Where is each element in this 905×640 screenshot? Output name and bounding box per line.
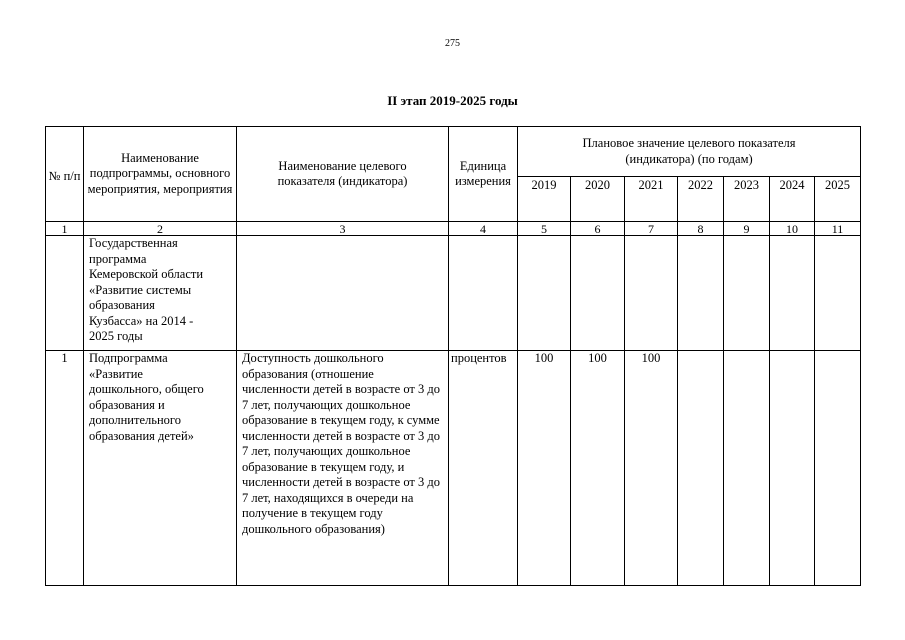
row-num: 1 xyxy=(46,351,84,586)
header-year-2022: 2022 xyxy=(678,177,724,222)
header-num: № п/п xyxy=(46,127,84,222)
table-row-state-program xyxy=(46,236,861,351)
column-number: 11 xyxy=(815,222,861,236)
header-year-2024: 2024 xyxy=(770,177,815,222)
column-number: 2 xyxy=(84,222,237,236)
section-title: II этап 2019-2025 годы xyxy=(387,93,518,108)
row-indicator xyxy=(237,236,449,351)
column-number: 6 xyxy=(571,222,625,236)
row-subprogram: Государственная программа Кемеровской области «Развитие системы образования Кузбасса» на 2014 - 2025 годы xyxy=(84,236,237,351)
column-number: 7 xyxy=(625,222,678,236)
row-num xyxy=(46,236,84,351)
row-value-2023 xyxy=(724,351,770,586)
row-value-2024 xyxy=(770,236,815,351)
row-value-2025 xyxy=(815,351,861,586)
row-value-2023 xyxy=(724,236,770,351)
column-number: 10 xyxy=(770,222,815,236)
row-unit xyxy=(449,236,518,351)
row-subprogram: Подпрограмма «Развитие дошкольного, общего образования и дополнительного образования детей» xyxy=(84,351,237,586)
indicators-table xyxy=(45,126,861,586)
header-year-2023: 2023 xyxy=(724,177,770,222)
header-year-2021: 2021 xyxy=(625,177,678,222)
column-number: 4 xyxy=(449,222,518,236)
column-number: 1 xyxy=(46,222,84,236)
row-value-2022 xyxy=(678,236,724,351)
header-indicator: Наименование целевого показателя (индикатора) xyxy=(237,127,449,222)
row-value-2021 xyxy=(625,236,678,351)
header-year-2020: 2020 xyxy=(571,177,625,222)
table-row-subprogram-1 xyxy=(46,351,861,586)
row-value-2024 xyxy=(770,351,815,586)
header-row-1 xyxy=(46,127,861,177)
page-number: 275 xyxy=(445,38,460,49)
column-number: 5 xyxy=(518,222,571,236)
row-value-2021: 100 xyxy=(625,351,678,586)
header-year-2019: 2019 xyxy=(518,177,571,222)
row-value-2020 xyxy=(571,236,625,351)
row-unit: процентов xyxy=(449,351,518,586)
column-number: 8 xyxy=(678,222,724,236)
column-number: 3 xyxy=(237,222,449,236)
row-value-2020: 100 xyxy=(571,351,625,586)
header-subprogram: Наименование подпрограммы, основного мероприятия, мероприятия xyxy=(84,127,237,222)
row-value-2022 xyxy=(678,351,724,586)
row-value-2025 xyxy=(815,236,861,351)
row-value-2019 xyxy=(518,236,571,351)
header-unit: Единица измерения xyxy=(449,127,518,222)
column-numbers-row xyxy=(46,222,861,236)
row-value-2019: 100 xyxy=(518,351,571,586)
row-indicator: Доступность дошкольного образования (отношение численности детей в возрасте от 3 до 7 лет, получающих дошкольное образование в текущем году, к сумме численности детей в возрасте от 3 до 7 лет, получающих дошкольное образование в текущем году, и численности детей в возрасте от 3 до 7 лет, находящихся в очереди на получение в текущем году дошкольного образования) xyxy=(237,351,449,586)
column-number: 9 xyxy=(724,222,770,236)
header-planned-value: Плановое значение целевого показателя (индикатора) (по годам) xyxy=(518,127,861,177)
header-year-2025: 2025 xyxy=(815,177,861,222)
